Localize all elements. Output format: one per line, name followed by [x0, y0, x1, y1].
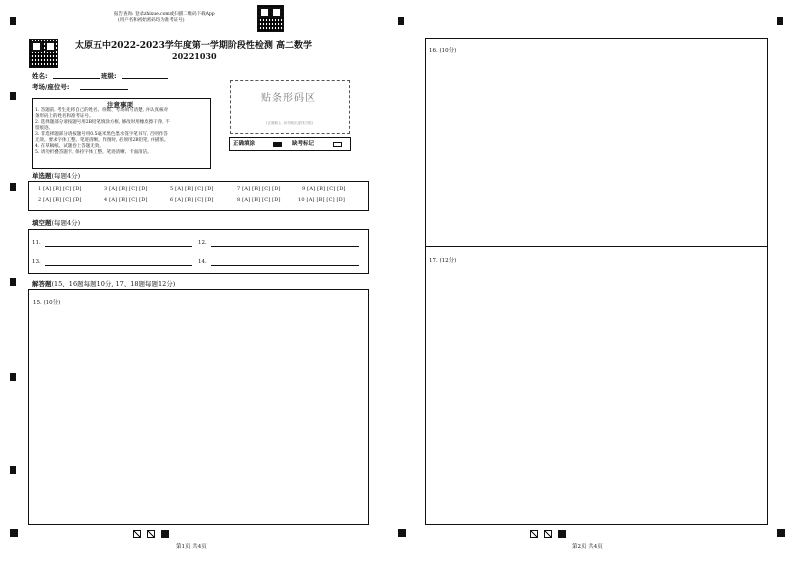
page-number-2: 第2页 共4页: [572, 544, 603, 550]
q12-label: 12.: [198, 240, 207, 246]
choice-row-q2[interactable]: 2 [A] [B] [C] [D]: [38, 197, 82, 203]
timing-mark: [10, 17, 16, 25]
correct-fill-sample: [273, 142, 282, 147]
page-code-square: [544, 530, 552, 538]
page-code-square: [558, 530, 566, 538]
q11-label: 11.: [32, 240, 41, 246]
q15-label: 15. (10分): [33, 300, 61, 306]
timing-mark: [10, 278, 16, 286]
choice-row-q8[interactable]: 8 [A] [B] [C] [D]: [237, 197, 281, 203]
fill-blank-note: (每题4分): [51, 219, 81, 227]
name-label: 姓名:: [32, 72, 48, 80]
timing-mark: [10, 183, 16, 191]
choice-row-q9[interactable]: 9 [A] [B] [C] [D]: [302, 186, 346, 192]
q17-label: 17. (12分): [429, 258, 457, 264]
choice-row-q6[interactable]: 6 [A] [B] [C] [D]: [170, 197, 214, 203]
fill-blank-title: [32, 218, 80, 227]
correct-fill-label: 正确填涂: [233, 141, 256, 147]
notice-item: 无效。要求字体工整、笔迹清晰。作图时, 必须用2B铅笔, 并描浓。: [35, 138, 169, 143]
app-qr-code: [257, 5, 284, 32]
choice-row-q10[interactable]: 10 [A] [B] [C] [D]: [298, 197, 346, 203]
q13-answer-line[interactable]: [45, 265, 192, 266]
class-label: 班级:: [101, 72, 117, 80]
notice-item: 3. 非选择题部分请按题号用0.5毫米黑色墨水签字笔书写, 否则作答: [35, 132, 168, 137]
notice-item: 2. 选择题部分请按题号用2B铅笔填涂方框, 修改时用橡皮擦干净, 不: [35, 120, 170, 125]
q13-label: 13.: [32, 259, 41, 265]
notice-item: 条形码上的姓名和准考证号。: [35, 114, 94, 119]
page-code-square: [530, 530, 538, 538]
q16-label: 16. (10分): [429, 48, 457, 54]
notice-item: 4. 在草稿纸、试题卷上答题无效。: [35, 144, 104, 149]
timing-mark: [398, 17, 404, 25]
page-code-square: [147, 530, 155, 538]
barcode-area-hint: (正面朝上, 切勿贴出虚线方框): [266, 121, 313, 125]
timing-mark: [10, 466, 16, 474]
single-choice-note: (每题4分): [51, 172, 81, 180]
q11-answer-line[interactable]: [45, 246, 192, 247]
choice-row-q7[interactable]: 7 [A] [B] [C] [D]: [237, 186, 281, 192]
notice-list: [35, 108, 209, 156]
name-field[interactable]: [53, 78, 100, 79]
timing-mark: [10, 92, 16, 100]
single-choice-title-text: 单选题: [32, 172, 52, 180]
exam-title: 太原五中2022-2023学年度第一学期阶段性检测 高二数学: [75, 41, 312, 51]
barcode-area-title: 贴条形码区: [261, 93, 316, 104]
single-choice-title: [32, 171, 80, 180]
choice-row-q1[interactable]: 1 [A] [B] [C] [D]: [38, 186, 82, 192]
timing-mark: [777, 529, 785, 537]
choice-row-q5[interactable]: 5 [A] [B] [C] [D]: [170, 186, 214, 192]
q17-answer-box[interactable]: [425, 246, 768, 525]
notice-item: 1. 答题前, 考生先将自己的姓名、班级、考场填写清楚, 并认真核对: [35, 108, 168, 113]
free-response-title-text: 解答题: [32, 280, 52, 288]
report-notice-line2: (用户名和初始密码均为准考证号): [118, 18, 185, 23]
q12-answer-line[interactable]: [211, 246, 359, 247]
choice-row-q4[interactable]: 4 [A] [B] [C] [D]: [104, 197, 148, 203]
report-notice-line1: 报告查询: 登录zhixue.com或扫描二维码下载App: [114, 12, 215, 17]
timing-mark: [10, 529, 18, 537]
absent-mark-checkbox[interactable]: [333, 142, 342, 147]
choice-row-q3[interactable]: 3 [A] [B] [C] [D]: [104, 186, 148, 192]
room-seat-label: 考场/座位号:: [32, 83, 70, 91]
timing-mark: [777, 17, 783, 25]
page-code-square: [133, 530, 141, 538]
notice-item: 5. 请勿折叠答题卡, 保持字体工整、笔迹清晰、卡面清洁。: [35, 150, 152, 155]
notice-title: 注意事项: [107, 101, 133, 109]
q15-answer-box[interactable]: [28, 289, 369, 525]
exam-qr-code: [29, 39, 58, 68]
q16-answer-box[interactable]: [425, 38, 768, 247]
absent-mark-label: 缺考标记: [292, 141, 315, 147]
exam-date-code: 20221030: [172, 51, 217, 61]
notice-item: 留痕迹。: [35, 126, 53, 131]
free-response-title: [32, 279, 175, 288]
timing-mark: [398, 529, 406, 537]
room-seat-field[interactable]: [80, 89, 128, 90]
class-field[interactable]: [122, 78, 168, 79]
free-response-note: (15、16题每题10分, 17、18题每题12分): [51, 280, 176, 288]
timing-mark: [10, 373, 16, 381]
page-number-1: 第1页 共4页: [176, 544, 207, 550]
page-code-square: [161, 530, 169, 538]
q14-answer-line[interactable]: [211, 265, 359, 266]
fill-blank-box: [28, 229, 369, 274]
q14-label: 14.: [198, 259, 207, 265]
fill-blank-title-text: 填空题: [32, 219, 52, 227]
